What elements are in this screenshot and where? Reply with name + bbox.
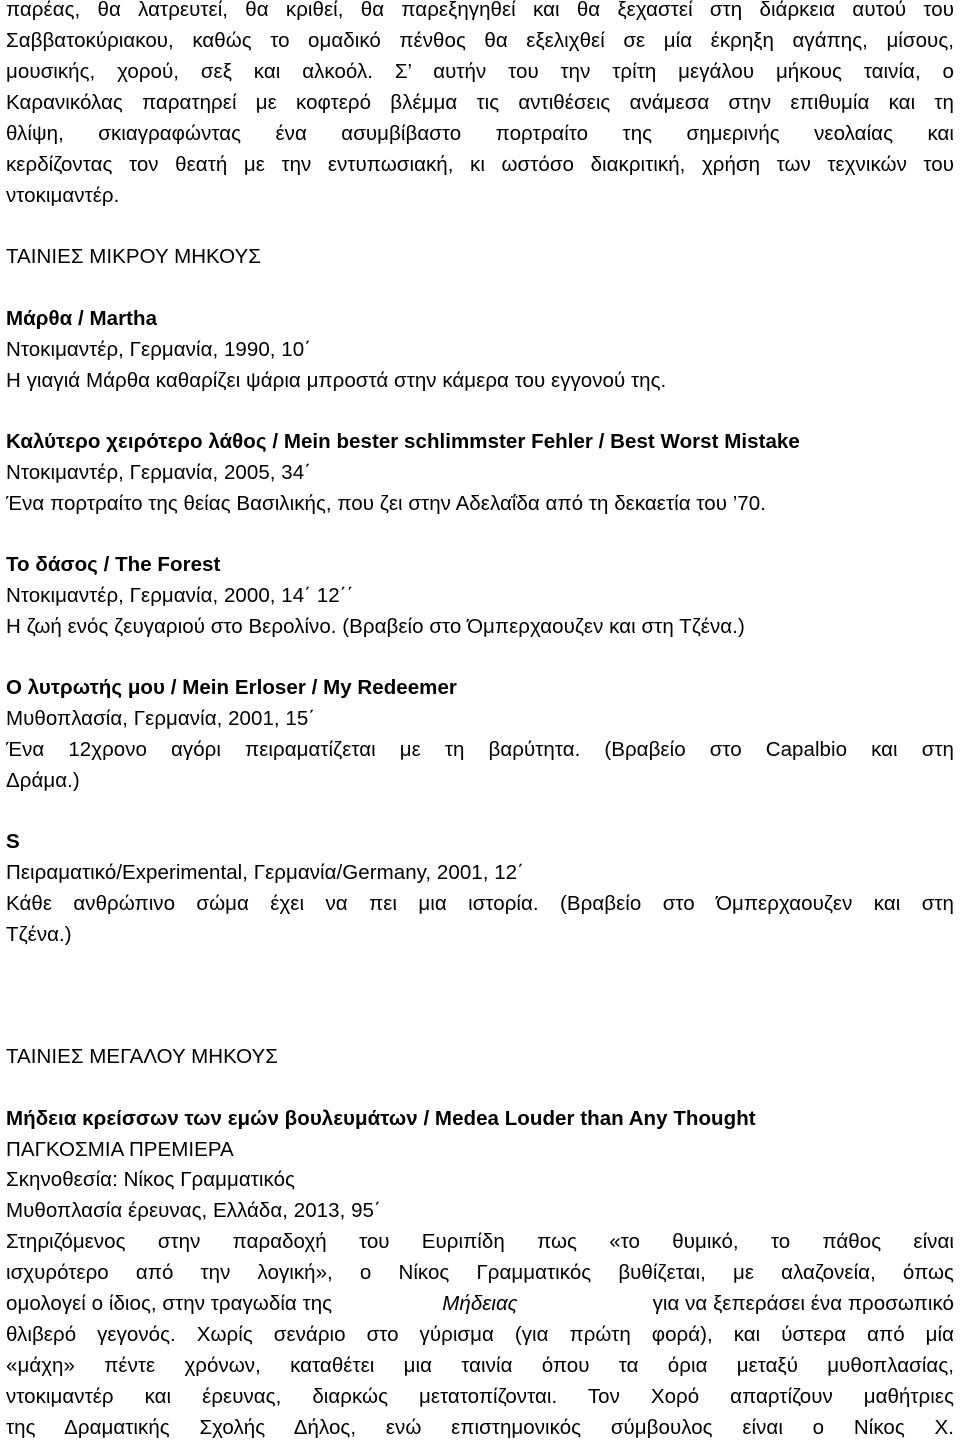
section-heading-feature-films: ΤΑΙΝΙΕΣ ΜΕΓΑΛΟΥ ΜΗΚΟΥΣ [6,1045,278,1068]
intro-line: ντοκιμαντέρ. [6,184,120,207]
film-details: Ντοκιμαντέρ, Γερμανία, 2000, 14΄ 12΄΄ [6,584,354,607]
film-details: Μυθοπλασία, Γερμανία, 2001, 15΄ [6,707,316,730]
synopsis-part [6,1288,442,1319]
film-description: Κάθε ανθρώπινο σώμα έχει να πει μια ιστορία. (Βραβείο στο Όμπερχαουζεν και στη [6,892,954,915]
director-credit: Σκηνοθεσία: Νίκος Γραμματικός [6,1168,295,1191]
film-description: Ένα πορτραίτο της θείας Βασιλικής, που ζει στην Αδελαΐδα από τη δεκαετία του ’70. [6,492,766,515]
intro-line: θλίψη, σκιαγραφώντας ένα ασυμβίβαστο πορτραίτο της σημερινής νεολαίας και [6,122,954,145]
intro-line: Καρανικόλας παρατηρεί με κοφτερό βλέμμα τις αντιθέσεις ανάμεσα στην επιθυμία και τη [6,91,954,114]
intro-line: Σαββατοκύριακου, καθώς το ομαδικό πένθος θα εξελιχθεί σε μία έκρηξη αγάπης, μίσους, [6,29,954,52]
synopsis-text: ομολογεί ο ίδιος, στην τραγωδία της [6,1292,338,1315]
film-description: Η ζωή ενός ζευγαριού στο Βερολίνο. (Βραβείο στο Όμπερχαουζεν και στη Τζένα.) [6,615,745,638]
film-title: Καλύτερο χειρότερο λάθος / Mein bester schlimmster Fehler / Best Worst Mistake [6,430,800,453]
synopsis-line: θλιβερό γεγονός. Χωρίς σενάριο στο γύρισμα (για πρώτη φορά), και ύστερα από μία [6,1323,954,1346]
film-details: Ντοκιμαντέρ, Γερμανία, 2005, 34΄ [6,461,312,484]
intro-line: παρέας, θα λατρευτεί, θα κριθεί, θα παρεξηγηθεί και θα ξεχαστεί στη διάρκεια αυτού του [6,0,954,21]
intro-line: μουσικής, χορού, σεξ και αλκοόλ. Σ’ αυτήν του την τρίτη μεγάλου μήκους ταινία, ο [6,60,954,83]
film-title: Μάρθα / Martha [6,307,158,330]
film-description: Δράμα.) [6,769,80,792]
film-details: Μυθοπλασία έρευνας, Ελλάδα, 2013, 95΄ [6,1199,381,1222]
film-description: Ένα 12χρονο αγόρι πειραματίζεται με τη βαρύτητα. (Βραβείο στο Capalbio και στη [6,738,954,761]
synopsis-line: ισχυρότερο από την λογική», ο Νίκος Γραμματικός βυθίζεται, με αλαζονεία, όπως [6,1261,954,1284]
synopsis-line: ντοκιμαντέρ και έρευνας, διαρκώς μετατοπίζονται. Τον Χορό απαρτίζουν μαθήτριες [6,1385,954,1408]
synopsis-line: «μάχη» πέντε χρόνων, καταθέτει μια ταινία όπου τα όρια μεταξύ μυθοπλασίας, [6,1354,954,1377]
film-description: Η γιαγιά Μάρθα καθαρίζει ψάρια μπροστά στην κάμερα του εγγονού της. [6,369,667,392]
synopsis-line: της Δραματικής Σχολής Δήλος, ενώ επιστημονικός σύμβουλος είναι ο Νίκος Χ. [6,1416,954,1439]
synopsis-line: Στηριζόμενος στην παραδοχή του Ευριπίδη πως «το θυμικό, το πάθος είναι [6,1230,954,1253]
film-description: Τζένα.) [6,923,72,946]
premiere-label: ΠΑΓΚΟΣΜΙΑ ΠΡΕΜΙΕΡΑ [6,1138,234,1161]
synopsis-line [6,1288,954,1319]
section-heading-short-films: ΤΑΙΝΙΕΣ ΜΙΚΡΟΥ ΜΗΚΟΥΣ [6,245,261,268]
synopsis-italic-title: Μήδειας [442,1292,518,1315]
film-details: Ντοκιμαντέρ, Γερμανία, 1990, 10΄ [6,338,312,361]
intro-line: κερδίζοντας τον θεατή με την εντυπωσιακή, κι ωστόσο διακριτική, χρήση των τεχνικών του [6,153,954,176]
film-title: Ο λυτρωτής μου / Mein Erloser / My Redeemer [6,676,457,699]
film-title: S [6,830,20,853]
film-title: Μήδεια κρείσσων των εμών βουλευμάτων / Medea Louder than Any Thought [6,1107,756,1130]
synopsis-text: για να ξεπεράσει ένα προσωπικό [646,1292,954,1315]
film-title: Το δάσος / The Forest [6,553,221,576]
film-details: Πειραματικό/Experimental, Γερμανία/Germany, 2001, 12΄ [6,861,525,884]
